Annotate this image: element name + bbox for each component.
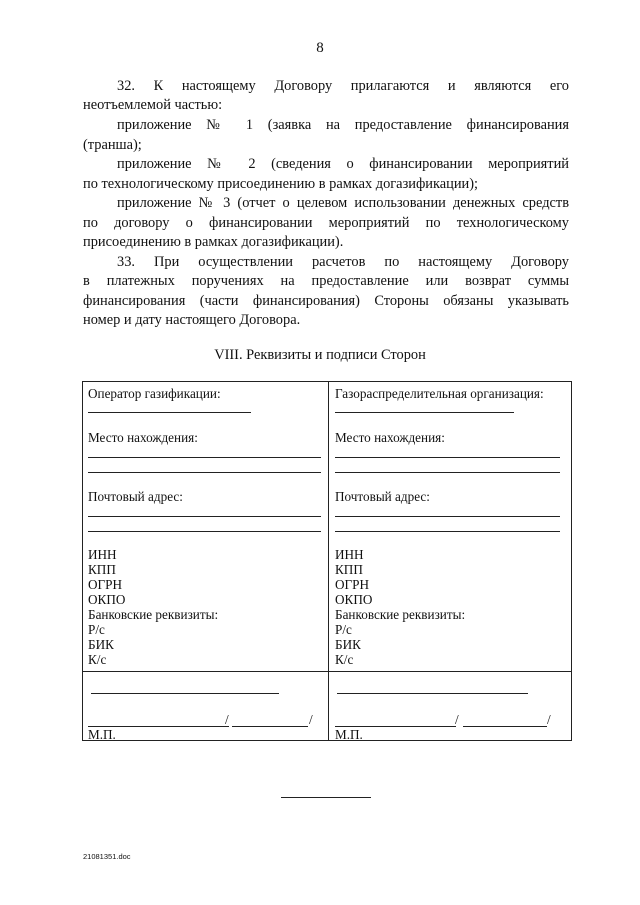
clause-33-line-1: 33. При осуществлении расчетов по настоящему Договору [117,254,569,270]
appendix-1-line-2: (транша); [83,137,142,153]
left-inn: ИНН [88,547,117,562]
left-party-title: Оператор газификации: [88,386,221,401]
appendix-1-line-1: приложение № 1 (заявка на предоставление финансирования [117,117,569,133]
clause-32-line-2: неотъемлемой частью: [83,97,223,113]
left-rs: Р/с [88,622,105,637]
appendix-2-line-2: по технологическому присоединению в рамках догазификации); [83,176,479,192]
right-postal-label: Почтовый адрес: [335,489,430,504]
right-stamp-label: М.П. [335,727,363,742]
right-rs: Р/с [335,622,352,637]
left-kpp: КПП [88,562,116,577]
end-of-document-line [281,797,371,798]
right-location-label: Место нахождения: [335,430,445,445]
left-location-line-1 [88,457,321,458]
left-location-line-2 [88,472,321,473]
right-bank-label: Банковские реквизиты: [335,607,466,622]
appendix-3-line-1: приложение № 3 (отчет о целевом использовании денежных средств [117,195,569,211]
left-postal-line-1 [88,516,321,517]
left-bik: БИК [88,637,114,652]
right-okpo: ОКПО [335,592,373,607]
left-slash-1: / [225,712,229,727]
clause-32-line-1: 32. К настоящему Договору прилагаются и являются его [117,78,569,94]
right-location-line-2 [335,472,560,473]
right-ogrn: ОГРН [335,577,370,592]
left-name-line [88,412,251,413]
left-postal-label: Почтовый адрес: [88,489,183,504]
right-name-line [335,412,514,413]
appendix-3-line-2: по договору о финансировании мероприятий по технологическому [83,215,569,231]
right-bik: БИК [335,637,361,652]
left-postal-line-2 [88,531,321,532]
signature-row-divider [83,671,571,672]
right-signature-line [337,693,528,694]
clause-33-line-2: в платежных поручениях на предоставление или возврат суммы [83,273,569,289]
page-number: 8 [316,40,324,56]
right-location-line-1 [335,457,560,458]
requisites-table [82,381,572,741]
right-inn: ИНН [335,547,364,562]
clause-33-line-4: номер и дату настоящего Договора. [83,312,301,328]
left-okpo: ОКПО [88,592,126,607]
right-slash-1: / [455,712,459,727]
right-kpp: КПП [335,562,363,577]
section-title: VIII. Реквизиты и подписи Сторон [214,347,426,363]
right-slash-2: / [547,712,551,727]
right-party-title: Газораспределительная организация: [335,386,544,401]
right-initials-line [463,726,547,727]
left-location-label: Место нахождения: [88,430,198,445]
right-ks: К/с [335,652,354,667]
left-bank-label: Банковские реквизиты: [88,607,219,622]
appendix-2-line-1: приложение № 2 (сведения о финансировании мероприятий [117,156,569,172]
column-divider [328,382,329,740]
document-file-id: 21081351.doc [83,852,131,861]
clause-33-line-3: финансирования (части финансирования) Стороны обязаны указывать [83,293,569,309]
left-initials-line [232,726,308,727]
appendix-3-line-3: присоединению в рамках догазификации). [83,234,344,250]
right-postal-line-2 [335,531,560,532]
left-ks: К/с [88,652,107,667]
left-stamp-label: М.П. [88,727,116,742]
left-slash-2: / [309,712,313,727]
left-ogrn: ОГРН [88,577,123,592]
right-postal-line-1 [335,516,560,517]
left-signature-line [91,693,279,694]
